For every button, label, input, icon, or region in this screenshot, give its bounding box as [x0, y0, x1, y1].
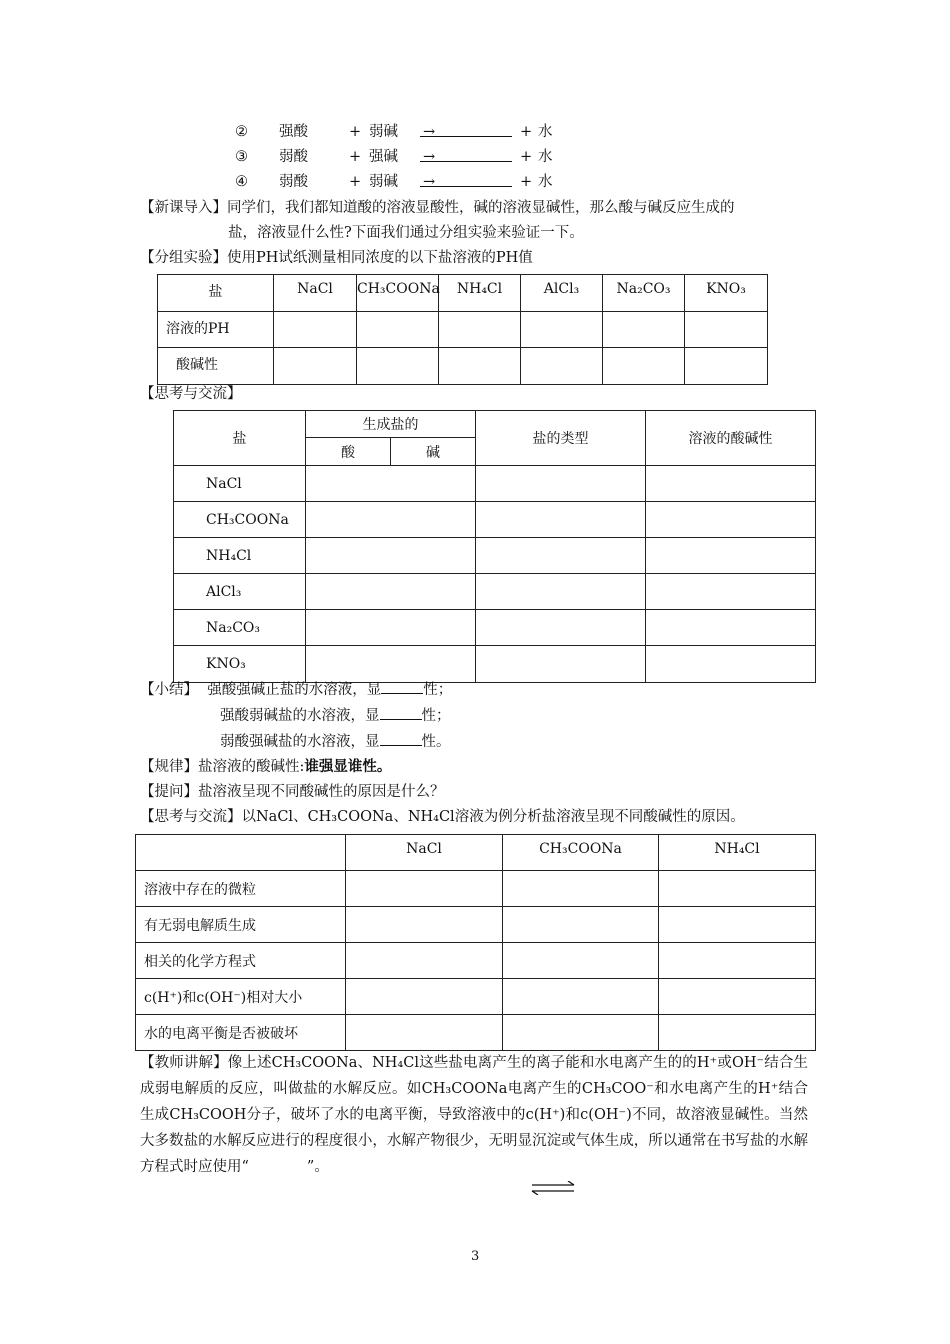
reaction-product: 水: [538, 149, 553, 165]
intro-line1: [140, 198, 735, 218]
summary-text: 强酸弱碱盐的水溶液，显: [220, 708, 380, 724]
table-row: [174, 646, 816, 683]
row-label: 溶液的PH: [158, 312, 274, 348]
summary-line2: [220, 706, 451, 726]
think2-line: [140, 807, 745, 827]
empty-header-cell: [136, 835, 346, 871]
acid-base-cell[interactable]: [306, 538, 476, 574]
reaction-num: ③: [235, 149, 248, 165]
reaction-plus: +: [349, 124, 362, 140]
section-label: 【小结】: [140, 682, 198, 698]
header-acidity: 溶液的酸碱性: [646, 411, 816, 466]
table-row: [136, 907, 816, 943]
salt-header-cell: Na₂CO₃: [603, 275, 685, 312]
row-label: 相关的化学方程式: [136, 943, 346, 979]
answer-cell[interactable]: [521, 348, 603, 385]
answer-cell[interactable]: [659, 871, 816, 907]
summary-text: 弱酸强碱盐的水溶液，显: [220, 734, 380, 750]
salt-header-cell: AlCl₃: [521, 275, 603, 312]
row-label: 水的电离平衡是否被破坏: [136, 1015, 346, 1051]
answer-blank[interactable]: [420, 172, 512, 187]
experiment-text: 使用PH试纸测量相同浓度的以下盐溶液的PH值: [227, 250, 533, 266]
reaction-acid: 弱酸: [279, 174, 308, 190]
section-label: 【教师讲解】: [140, 1055, 228, 1071]
answer-cell[interactable]: [346, 907, 503, 943]
summary-text: 强酸强碱正盐的水溶液，显: [207, 682, 382, 698]
answer-blank[interactable]: [380, 706, 422, 720]
type-cell[interactable]: [476, 646, 646, 683]
acid-base-cell[interactable]: [306, 466, 476, 502]
salt-cell: Na₂CO₃: [174, 610, 306, 646]
salt-header-cell: NH₄Cl: [439, 275, 521, 312]
table-row: [136, 1015, 816, 1051]
answer-cell[interactable]: [439, 312, 521, 348]
answer-blank[interactable]: [380, 732, 422, 746]
type-cell[interactable]: [476, 538, 646, 574]
summary-text: 性。: [421, 734, 451, 750]
answer-cell[interactable]: [503, 943, 659, 979]
acidity-cell[interactable]: [646, 466, 816, 502]
section-label: 【分组实验】: [140, 250, 227, 266]
header-base: 碱: [391, 438, 476, 466]
question-line: [140, 782, 445, 802]
salt-header-cell: NaCl: [346, 835, 503, 871]
reaction-line: [235, 147, 575, 167]
header-generated: 生成盐的: [306, 411, 476, 438]
salt-header-cell: CH₃COONa: [503, 835, 659, 871]
table-row: [174, 538, 816, 574]
header-salt-type: 盐的类型: [476, 411, 646, 466]
ph-table: [157, 274, 768, 385]
answer-cell[interactable]: [685, 348, 768, 385]
reaction-plus: +: [520, 124, 533, 140]
page-number: 3: [471, 1249, 480, 1264]
summary-text: 性；: [421, 708, 451, 724]
salt-cell: AlCl₃: [174, 574, 306, 610]
summary-line3: [220, 732, 451, 752]
acid-base-cell[interactable]: [306, 610, 476, 646]
type-cell[interactable]: [476, 502, 646, 538]
reaction-acid: 弱酸: [279, 149, 308, 165]
section-label: 【思考与交流】: [140, 809, 242, 825]
answer-blank[interactable]: [420, 147, 512, 162]
section-label: 【提问】: [140, 784, 198, 800]
lecture-text: 像上述CH₃COONa、NH₄Cl这些盐电离产生的离子能和水电离产生的的H⁺或OH⁻结合生成弱电解质的反应，叫做盐的水解反应。如CH₃COONa电离产生的CH₃COO⁻和水电离产生的H⁺结合生成CH₃COOH分子，破坏了水的电离平衡，导致溶液中的c(H⁺)和c(OH⁻)不同，故溶液显碱性。当然大多数盐的水解反应进行的程度很小，水解产物很少，无明显沉淀或气体生成，所以通常在书写盐的水解方程式时应使用“ ”。: [140, 1055, 808, 1175]
lecture-paragraph: [140, 1050, 808, 1180]
reaction-plus: +: [520, 149, 533, 165]
reaction-num: ②: [235, 124, 248, 140]
reaction-acid: 强酸: [279, 124, 308, 140]
answer-blank[interactable]: [420, 122, 512, 137]
type-cell[interactable]: [476, 574, 646, 610]
reaction-num: ④: [235, 174, 248, 190]
table-row: [174, 574, 816, 610]
answer-cell[interactable]: [357, 312, 439, 348]
salt-label-cell: 盐: [158, 275, 274, 312]
type-cell[interactable]: [476, 466, 646, 502]
salt-header-cell: CH₃COONa: [357, 275, 439, 312]
question-text: 盐溶液呈现不同酸碱性的原因是什么？: [198, 784, 445, 800]
reaction-plus: +: [349, 174, 362, 190]
rule-text: 盐溶液的酸碱性:: [198, 759, 305, 775]
salt-header-cell: NaCl: [274, 275, 357, 312]
acid-base-cell[interactable]: [306, 574, 476, 610]
intro-line2: 盐，溶液显什么性?下面我们通过分组实验来验证一下。: [228, 225, 584, 241]
acidity-cell[interactable]: [646, 646, 816, 683]
salt-cell: NH₄Cl: [174, 538, 306, 574]
table-row: [136, 979, 816, 1015]
type-cell[interactable]: [476, 610, 646, 646]
answer-cell[interactable]: [503, 907, 659, 943]
answer-cell[interactable]: [685, 312, 768, 348]
reaction-line: [235, 122, 575, 142]
reaction-plus: +: [520, 174, 533, 190]
reaction-arrow: →: [423, 174, 436, 190]
answer-cell[interactable]: [503, 1015, 659, 1051]
answer-cell[interactable]: [659, 1015, 816, 1051]
answer-cell[interactable]: [346, 1015, 503, 1051]
rule-line: [140, 757, 391, 777]
reaction-plus: +: [349, 149, 362, 165]
acidity-cell[interactable]: [646, 502, 816, 538]
reaction-product: 水: [538, 174, 553, 190]
summary-text: 性；: [423, 682, 453, 698]
table-row: [136, 871, 816, 907]
row-label: c(H⁺)和c(OH⁻)相对大小: [136, 979, 346, 1015]
salt-header-cell: NH₄Cl: [659, 835, 816, 871]
answer-cell[interactable]: [274, 312, 357, 348]
acidity-cell[interactable]: [646, 538, 816, 574]
acidity-cell[interactable]: [646, 610, 816, 646]
experiment-heading: [140, 248, 533, 268]
table-row: [174, 502, 816, 538]
reaction-product: 水: [538, 124, 553, 140]
salt-cell: KNO₃: [174, 646, 306, 683]
reaction-arrow: →: [423, 149, 436, 165]
salt-type-table: [173, 410, 816, 683]
equilibrium-arrow-icon: [530, 1181, 576, 1195]
answer-cell[interactable]: [521, 312, 603, 348]
salt-cell: NaCl: [174, 466, 306, 502]
section-label: 【规律】: [140, 759, 198, 775]
acid-base-cell[interactable]: [306, 502, 476, 538]
reaction-base: 强碱: [369, 149, 398, 165]
table-row: [174, 610, 816, 646]
rule-emphasis: 谁强显谁性。: [304, 758, 392, 775]
salt-header-cell: KNO₃: [685, 275, 768, 312]
header-acid: 酸: [306, 438, 391, 466]
acid-base-cell[interactable]: [306, 646, 476, 683]
answer-cell[interactable]: [346, 979, 503, 1015]
summary-line1: [140, 680, 452, 700]
intro-text: 同学们，我们都知道酸的溶液显酸性，碱的溶液显碱性，那么酸与碱反应生成的: [227, 200, 735, 216]
answer-cell[interactable]: [603, 348, 685, 385]
answer-cell[interactable]: [346, 871, 503, 907]
reaction-arrow: →: [423, 124, 436, 140]
hydrolysis-table: [135, 834, 816, 1051]
answer-cell[interactable]: [659, 979, 816, 1015]
salt-cell: CH₃COONa: [174, 502, 306, 538]
think2-text: 以NaCl、CH₃COONa、NH₄Cl溶液为例分析盐溶液呈现不同酸碱性的原因。: [241, 809, 745, 825]
table-row: [136, 943, 816, 979]
reaction-base: 弱碱: [369, 124, 398, 140]
answer-cell[interactable]: [439, 348, 521, 385]
row-label: 酸碱性: [158, 348, 274, 385]
answer-cell[interactable]: [503, 871, 659, 907]
section-label: 【新课导入】: [140, 200, 227, 216]
answer-blank[interactable]: [381, 680, 423, 694]
answer-cell[interactable]: [274, 348, 357, 385]
answer-cell[interactable]: [659, 907, 816, 943]
think1-heading: 【思考与交流】: [140, 386, 242, 402]
row-label: 有无弱电解质生成: [136, 907, 346, 943]
reaction-base: 弱碱: [369, 174, 398, 190]
acidity-cell[interactable]: [646, 574, 816, 610]
answer-cell[interactable]: [503, 979, 659, 1015]
answer-cell[interactable]: [357, 348, 439, 385]
row-label: 溶液中存在的微粒: [136, 871, 346, 907]
table-row: [174, 466, 816, 502]
answer-cell[interactable]: [346, 943, 503, 979]
answer-cell[interactable]: [603, 312, 685, 348]
reaction-line: [235, 172, 575, 192]
answer-cell[interactable]: [659, 943, 816, 979]
header-salt: 盐: [174, 411, 306, 466]
